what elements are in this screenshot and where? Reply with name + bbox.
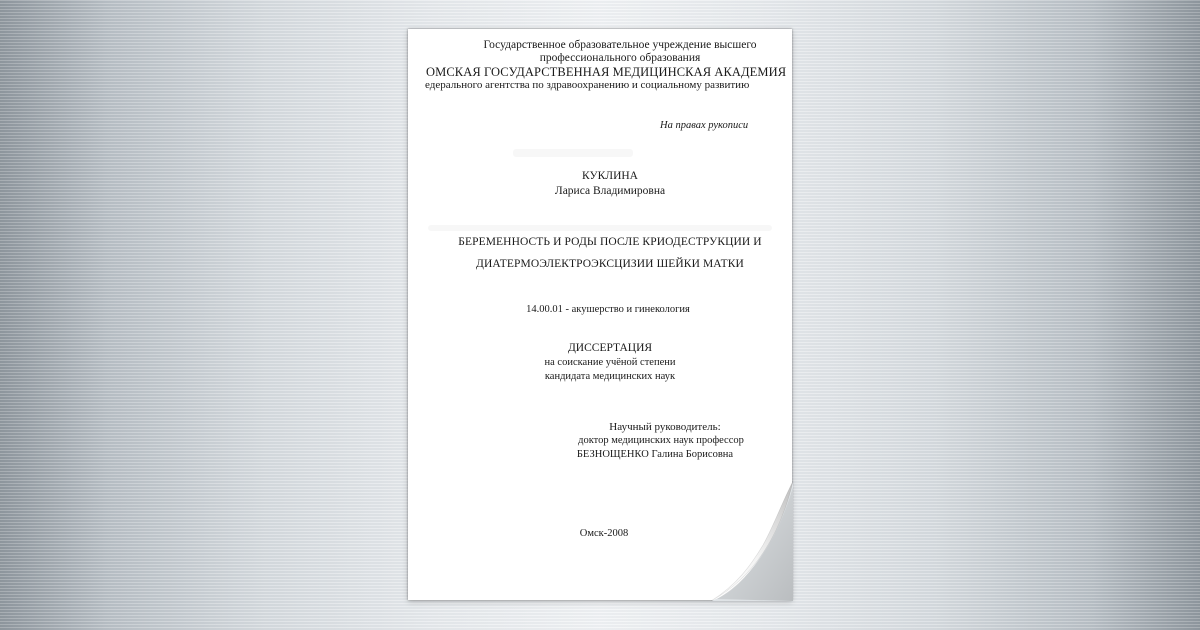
supervisor-name: БЕЗНОЩЕНКО Галина Борисовна: [576, 449, 734, 460]
institution-line-1: Государственное образовательное учреждение высшего: [483, 39, 757, 51]
degree-line-1: на соискание учёной степени: [544, 357, 676, 368]
scan-artifact: [513, 149, 633, 157]
author-name: Лариса Владимировна: [554, 185, 666, 197]
document-page: [408, 29, 792, 600]
city-year: Омск-2008: [579, 528, 629, 539]
supervisor-label: Научный руководитель:: [609, 421, 721, 433]
scan-artifact: [428, 225, 772, 231]
rights-note: На правах рукописи: [660, 120, 749, 131]
degree-line-2: кандидата медицинских наук: [544, 371, 676, 382]
dissertation-heading: ДИССЕРТАЦИЯ: [567, 342, 653, 354]
supervisor-degree: доктор медицинских наук профессор: [578, 435, 744, 446]
thesis-title-line-1: БЕРЕМЕННОСТЬ И РОДЫ ПОСЛЕ КРИОДЕСТРУКЦИИ И: [458, 236, 762, 248]
institution-line-2: профессионального образования: [539, 52, 701, 64]
institution-name: ОМСКАЯ ГОСУДАРСТВЕННАЯ МЕДИЦИНСКАЯ АКАДЕМИЯ: [426, 65, 787, 79]
author-surname: КУКЛИНА: [582, 170, 638, 182]
institution-agency: едерального агентства по здравоохранению и социальному развитию: [425, 79, 750, 91]
page-curl-corner: [711, 481, 793, 601]
specialty-code: 14.00.01 - акушерство и гинекология: [526, 304, 690, 315]
thesis-title-line-2: ДИАТЕРМОЭЛЕКТРОЭКСЦИЗИИ ШЕЙКИ МАТКИ: [476, 258, 744, 270]
